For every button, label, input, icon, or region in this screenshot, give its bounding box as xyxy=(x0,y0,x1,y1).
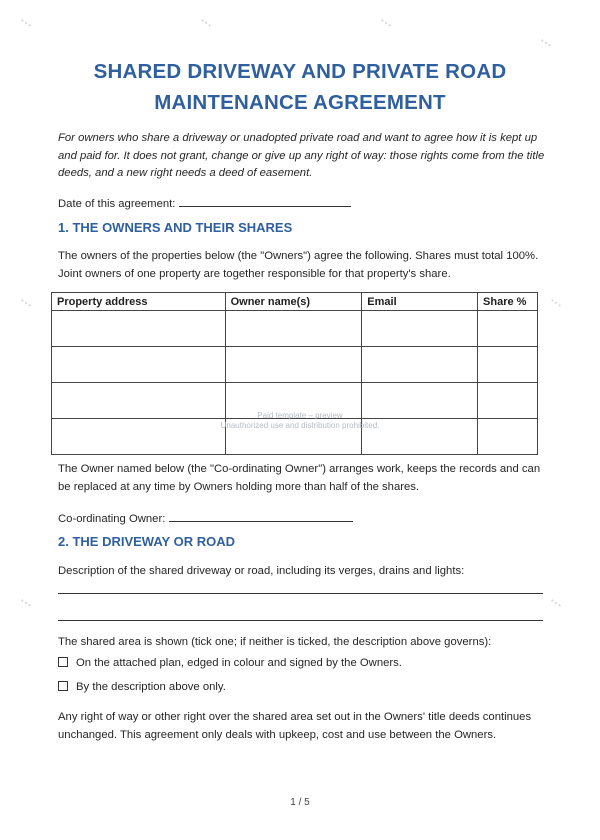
preview-watermark-note xyxy=(0,411,600,431)
table-header-row xyxy=(52,293,538,311)
description-line-2[interactable] xyxy=(58,620,543,621)
title-line-1: SHARED DRIVEWAY AND PRIVATE ROAD xyxy=(93,60,507,83)
date-label: Date of this agreement: xyxy=(58,198,176,210)
table-cell[interactable] xyxy=(478,347,538,383)
description-line-1[interactable] xyxy=(58,593,543,594)
date-row xyxy=(58,194,351,210)
document-page: ▪ ▪ ▪ ▪ ▪ ▪ ▪ ▪ ▪ ▪ ▪ ▪ ▪ ▪ ▪ ▪ ▪ ▪ ▪ ▪ ▪ ▪ ▪ ▪ SHARED DRIVEWAY AND PRIVATE ROAD MAINTENANCE AGREEMENT For owners who share a driveway or unadopted private road and want to agree how it is kept up and paid for. It does not grant, change or give up any right of way: those rights come from the title deeds, and a new right needs a deed of easement. Date of this agreement: 1. THE OWNERS AND THEIR SHARES The owners of the properties below (the "Owners") agree the following. Shares must total 100%. Joint owners of one property are together responsible for that property's share. Property address Owner name(s) Email Share % Paid template – preview Unauthorized use and distribution prohibited. The Owner named below (the "Co-ordinating Owner") arranges work, keeps the records and can be replaced at any time by Owners holding more than half of the shares. Co-ordinating Owner: 2. THE DRIVEWAY OR ROAD Description of the shared driveway or road, including its verges, drains and lights: The shared area is shown (tick one; if neither is ticked, the description above governs): On the attached plan, edged in colour and signed by the Owners. By the description above only. Any right of way or other right over the shared area set out in the Owners' title deeds continues unchanged. This agreement only deals with upkeep, cost and use between the Owners. 1 / 5 xyxy=(0,0,600,840)
column-header: Email xyxy=(362,293,478,311)
page-number: 1 / 5 xyxy=(290,797,310,808)
option-description-row xyxy=(58,681,226,693)
table-row xyxy=(52,347,538,383)
table-cell[interactable] xyxy=(362,347,478,383)
intro-paragraph: For owners who share a driveway or unadopted private road and want to agree how it is kept up and paid for. It does not grant, change or give up any right of way: those rights come from the title deeds, and a new right needs a deed of easement. xyxy=(58,132,545,179)
coordinating-paragraph: The Owner named below (the "Co-ordinating Owner") arranges work, keeps the records and can be replaced at any time by Owners holding more than half of the shares. xyxy=(58,463,541,493)
preview-note-line-1: Paid template – preview xyxy=(257,411,343,420)
section-1-heading: 1. THE OWNERS AND THEIR SHARES xyxy=(58,220,293,235)
table-cell[interactable] xyxy=(478,311,538,347)
document-title xyxy=(0,56,600,118)
option-plan-checkbox[interactable] xyxy=(58,657,68,667)
description-label: Description of the shared driveway or road, including its verges, drains and lights: xyxy=(58,565,465,577)
shown-label: The shared area is shown (tick one; if neither is ticked, the description above governs): xyxy=(58,636,492,648)
option-description-checkbox[interactable] xyxy=(58,681,68,691)
option-description-label: By the description above only. xyxy=(76,681,226,693)
rights-paragraph: Any right of way or other right over the shared area set out in the Owners' title deeds continues unchanged. This agreement only deals with upkeep, cost and use between the Owners. xyxy=(58,711,532,741)
coordinating-owner-field[interactable] xyxy=(169,509,353,522)
section-2-heading: 2. THE DRIVEWAY OR ROAD xyxy=(58,534,235,549)
column-header: Property address xyxy=(52,293,226,311)
coordinating-owner-row xyxy=(58,509,353,525)
section-1-paragraph: The owners of the properties below (the "Owners") agree the following. Shares must total 100%. Joint owners of one property are together responsible for that property's share. xyxy=(58,250,539,280)
table-row xyxy=(52,311,538,347)
table-cell[interactable] xyxy=(362,311,478,347)
title-line-2: MAINTENANCE AGREEMENT xyxy=(154,91,446,114)
preview-note-line-2: Unauthorized use and distribution prohibited. xyxy=(220,421,380,430)
table-cell[interactable] xyxy=(52,311,226,347)
date-field[interactable] xyxy=(179,194,351,207)
column-header: Share % xyxy=(478,293,538,311)
table-cell[interactable] xyxy=(225,311,362,347)
table-cell[interactable] xyxy=(225,347,362,383)
coordinating-owner-label: Co-ordinating Owner: xyxy=(58,513,166,525)
option-plan-label: On the attached plan, edged in colour and signed by the Owners. xyxy=(76,657,402,669)
column-header: Owner name(s) xyxy=(225,293,362,311)
option-plan-row xyxy=(58,657,402,669)
table-cell[interactable] xyxy=(52,347,226,383)
